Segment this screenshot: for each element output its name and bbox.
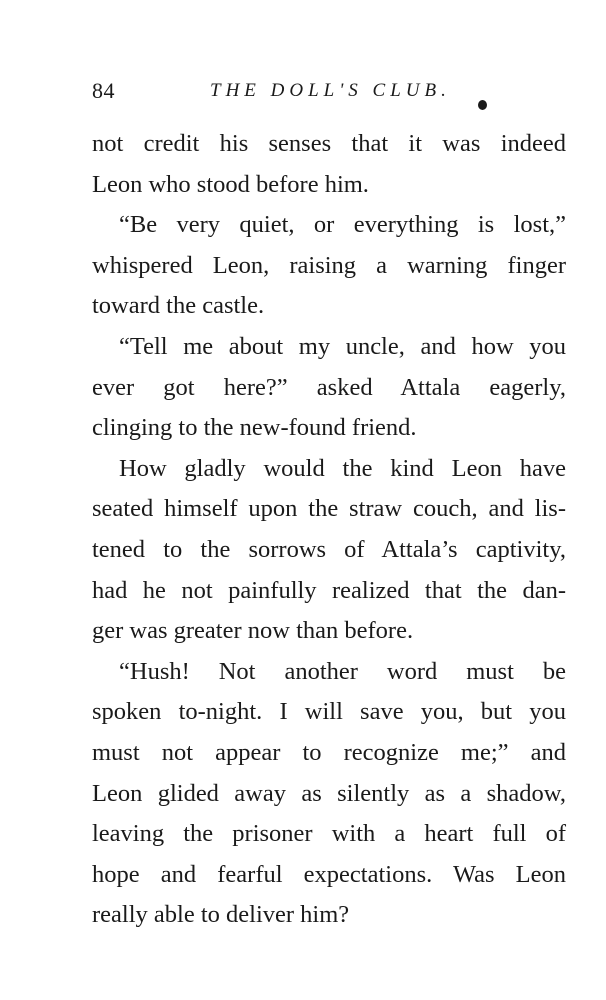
page-header — [92, 78, 564, 110]
text-line: ger was greater now than before. — [92, 617, 414, 645]
text-line: really able to deliver him? — [92, 901, 350, 929]
text-line: tened to the sorrows of Attala’s captivity, — [92, 535, 566, 563]
text-line: had he not painfully realized that the dan- — [92, 576, 566, 604]
text-line: Leon who stood before him. — [92, 170, 369, 198]
text-line: ever got here?” asked Attala eagerly, — [92, 373, 566, 401]
page-number: 84 — [92, 78, 115, 103]
text-line: not credit his senses that it was indeed — [92, 130, 566, 157]
text-line: hope and fearful expectations. Was Leon — [92, 860, 566, 888]
text-line: Leon glided away as silently as a shadow, — [92, 779, 566, 807]
running-title: THE DOLL'S CLUB. — [210, 80, 451, 101]
text-line: spoken to-night. I will save you, but you — [92, 698, 566, 726]
text-line: must not appear to recognize me;” and — [92, 738, 566, 766]
ink-speck — [478, 100, 487, 110]
text-line: “Tell me about my uncle, and how you — [119, 332, 566, 360]
text-line: toward the castle. — [92, 292, 265, 320]
text-line: “Be very quiet, or everything is lost,” — [119, 211, 566, 239]
text-line: clinging to the new-found friend. — [92, 414, 417, 442]
body-text — [92, 124, 566, 936]
text-line: whispered Leon, raising a warning finger — [92, 251, 566, 279]
text-line: leaving the prisoner with a heart full of — [92, 820, 566, 848]
text-line: seated himself upon the straw couch, and lis- — [92, 495, 566, 523]
text-line: How gladly would the kind Leon have — [119, 454, 566, 482]
text-line: “Hush! Not another word must be — [119, 657, 566, 685]
